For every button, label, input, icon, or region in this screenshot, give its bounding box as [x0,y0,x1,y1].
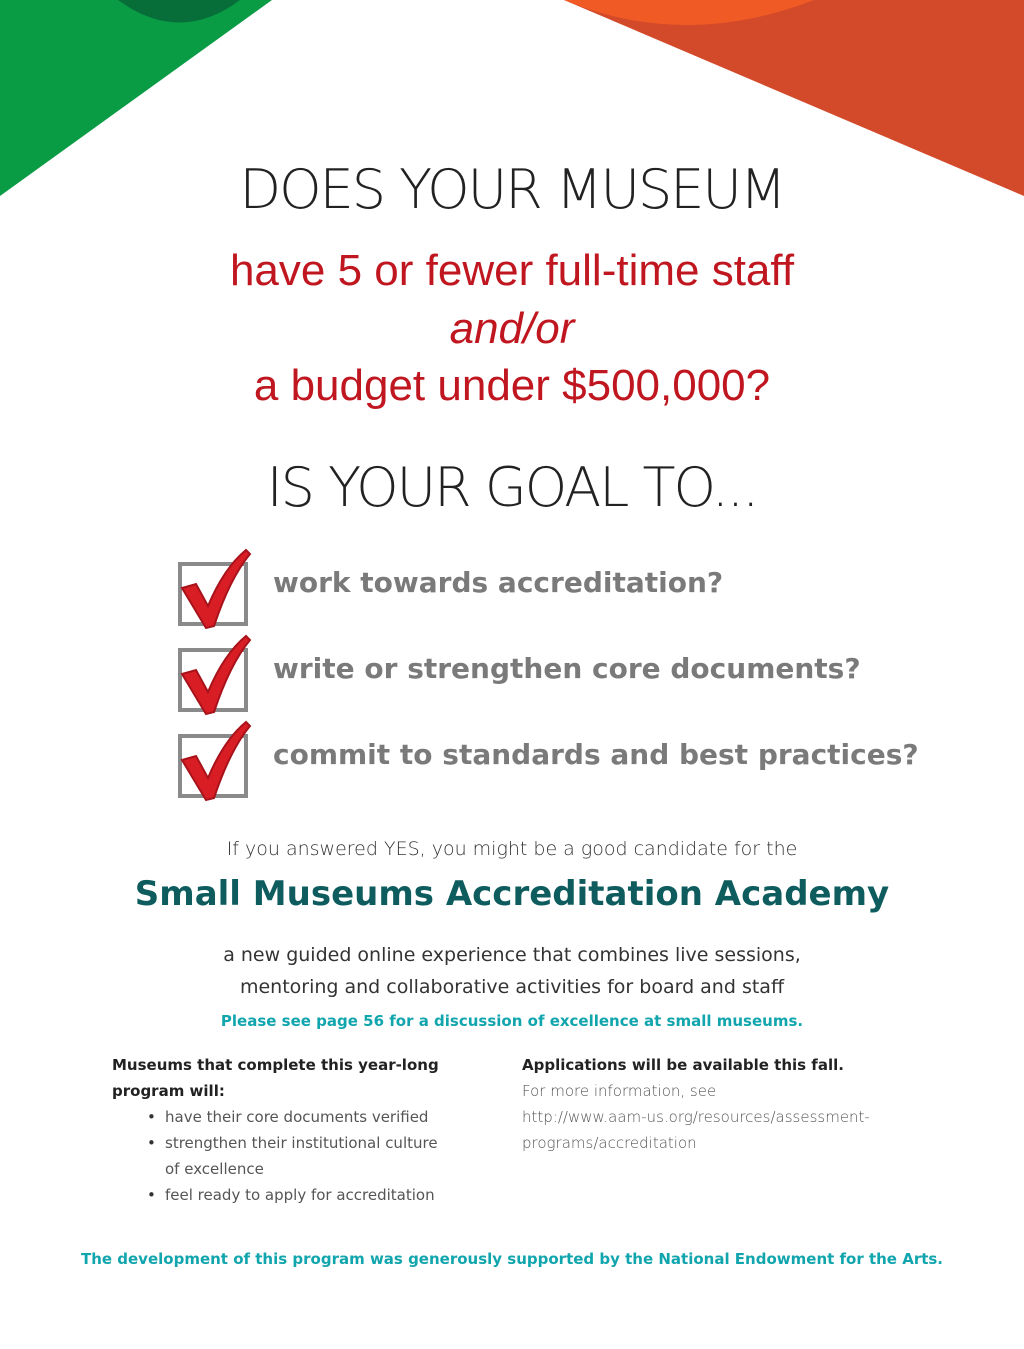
checkbox-checked-icon [174,720,256,804]
criteria-conjunction: and/or [449,304,575,353]
outcomes-heading: program will: [112,1082,225,1100]
goal-item [174,548,894,632]
goal-label: commit to standards and best practices? [273,738,919,771]
goal-item [174,720,919,804]
info-link[interactable]: http://www.aam-us.org/resources/assessment- [522,1108,870,1126]
criteria-budget: a budget under $500,000? [253,361,771,410]
description-line: mentoring and collaborative activities for board and staff [239,976,785,998]
answered-text: If you answered YES, you might be a good candidate for the [226,838,798,860]
goal-heading: IS YOUR GOAL TO... [266,456,758,519]
criteria-staff: have 5 or fewer full-time staff [229,246,795,295]
application-info [522,1052,902,1156]
footer-credit: The development of this program was generously supported by the National Endowment for the Arts. [80,1250,944,1268]
info-text: For more information, see [522,1082,717,1100]
goal-label: work towards accreditation? [273,566,724,599]
outcomes-list [112,1104,452,1208]
program-outcomes [112,1052,452,1208]
goal-item [174,634,894,718]
list-item: • have their core documents verified [147,1104,452,1130]
page-reference-note: Please see page 56 for a discussion of excellence at small museums. [220,1012,804,1030]
application-heading: Applications will be available this fall. [522,1056,844,1074]
headline: DOES YOUR MUSEUM [239,158,785,221]
list-item: • strengthen their institutional culture of excellence [147,1130,452,1182]
description-line: a new guided online experience that combines live sessions, [223,944,801,966]
list-item: • feel ready to apply for accreditation [147,1182,452,1208]
checkbox-checked-icon [174,634,256,718]
info-link[interactable]: programs/accreditation [522,1134,697,1152]
goal-label: write or strengthen core documents? [273,652,861,685]
outcomes-heading: Museums that complete this year-long [112,1056,439,1074]
program-name: Small Museums Accreditation Academy [134,874,890,914]
checkbox-checked-icon [174,548,256,632]
